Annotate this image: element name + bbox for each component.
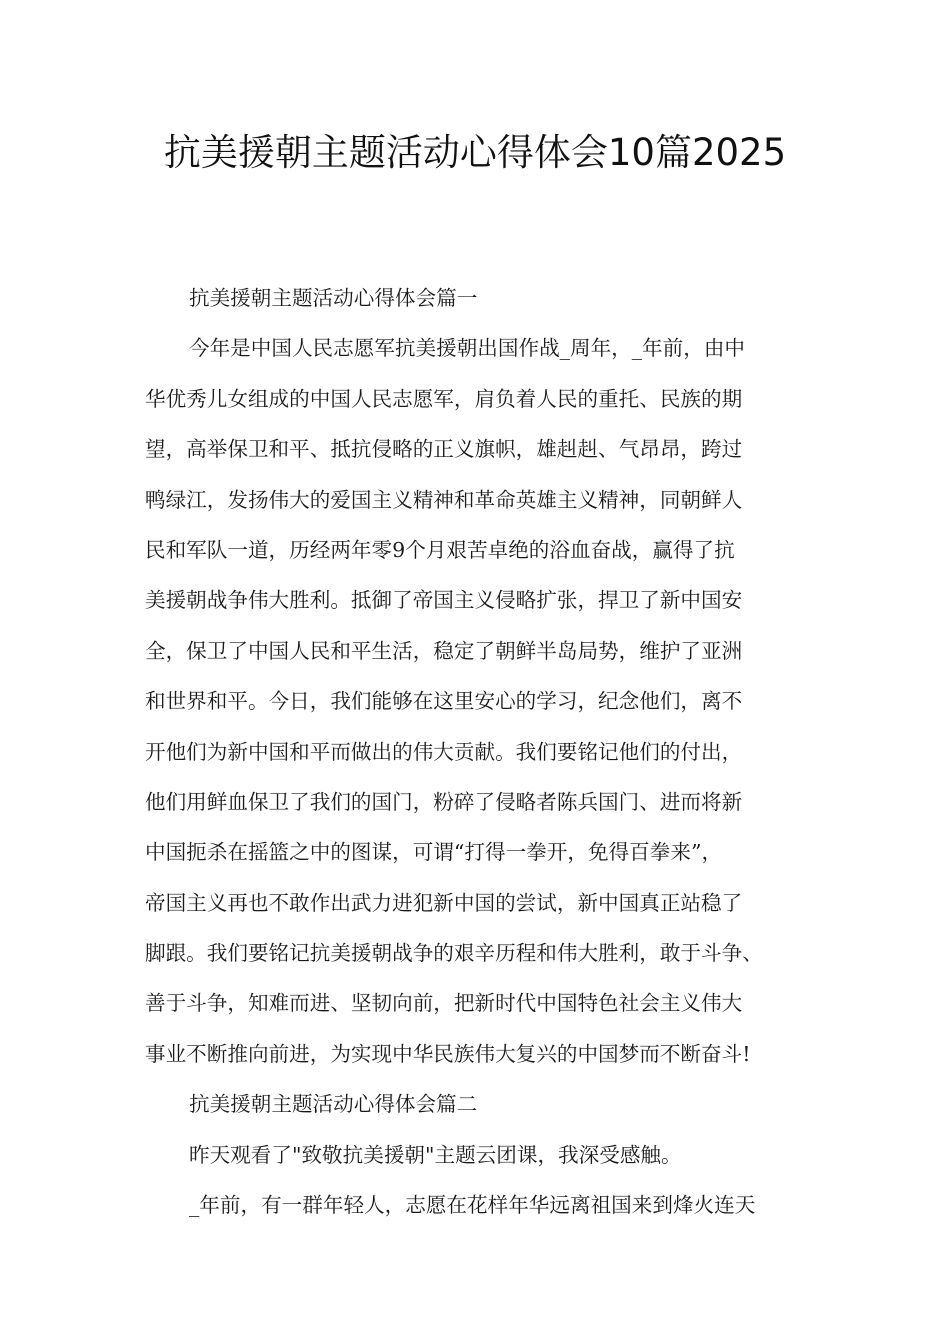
paragraph-line: 昨天观看了"致敬抗美援朝"主题云团课，我深受感触。 [189, 1142, 682, 1167]
document-body [145, 273, 813, 1230]
paragraph-line: 帝国主义再也不敢作出武力进犯新中国的尝试，新中国真正站稳了 [145, 890, 743, 915]
document-title: 抗美援朝主题活动心得体会10篇2025 [163, 131, 787, 174]
paragraph-line: 民和军队一道，历经两年零9个月艰苦卓绝的浴血奋战，赢得了抗 [145, 537, 735, 562]
paragraph-line: _年前，有一群年轻人，志愿在花样年华远离祖国来到烽火连天 [189, 1193, 756, 1218]
paragraph-line: 和世界和平。今日，我们能够在这里安心的学习，纪念他们，离不 [145, 689, 743, 714]
paragraph-line: 全，保卫了中国人民和平生活，稳定了朝鲜半岛局势，维护了亚洲 [145, 638, 743, 663]
paragraph-line: 他们用鲜血保卫了我们的国门，粉碎了侵略者陈兵国门、进而将新 [145, 789, 743, 814]
section-heading-1: 抗美援朝主题活动心得体会篇一 [189, 286, 478, 310]
paragraph-line: 开他们为新中国和平而做出的伟大贡献。我们要铭记他们的付出， [145, 739, 743, 764]
paragraph-line: 今年是中国人民志愿军抗美援朝出国作战_周年，_年前，由中 [189, 336, 746, 361]
paragraph-line: 华优秀儿女组成的中国人民志愿军，肩负着人民的重托、民族的期 [145, 386, 743, 411]
paragraph-line: 善于斗争，知难而进、坚韧向前，把新时代中国特色社会主义伟大 [145, 991, 743, 1016]
section-heading-2: 抗美援朝主题活动心得体会篇二 [189, 1092, 478, 1117]
paragraph-line: 中国扼杀在摇篮之中的图谋，可谓“打得一拳开，免得百拳来”， [145, 840, 723, 865]
paragraph-line: 脚跟。我们要铭记抗美援朝战争的艰辛历程和伟大胜利，敢于斗争、 [145, 941, 763, 966]
paragraph-line: 望，高举保卫和平、抵抗侵略的正义旗帜，雄赳赳、气昂昂，跨过 [145, 437, 743, 462]
paragraph-line: 美援朝战争伟大胜利。抵御了帝国主义侵略扩张，捍卫了新中国安 [145, 588, 743, 613]
paragraph-line: 事业不断推向前进，为实现中华民族伟大复兴的中国梦而不断奋斗! [145, 1041, 751, 1066]
paragraph-line: 鸭绿江，发扬伟大的爱国主义精神和革命英雄主义精神，同朝鲜人 [145, 487, 743, 512]
